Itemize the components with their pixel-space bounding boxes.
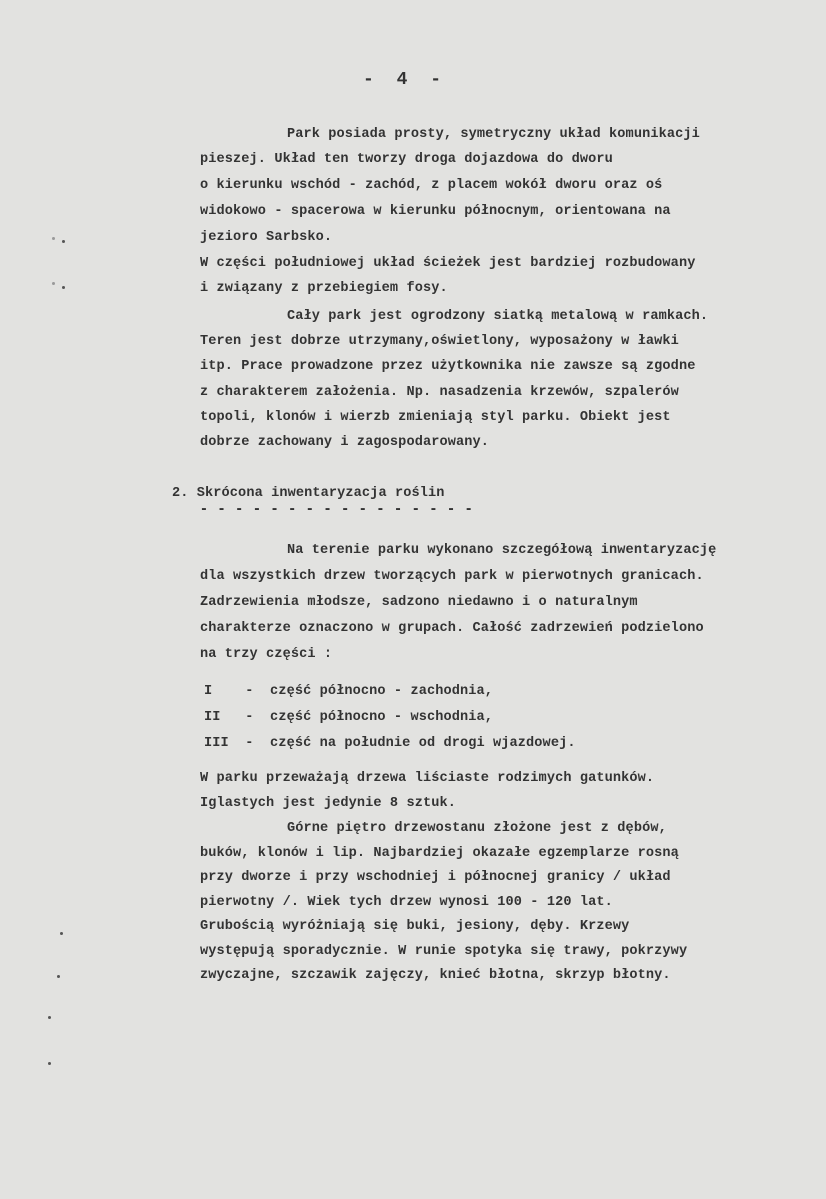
paragraph-3-line-2: dla wszystkich drzew tworzących park w pierwotnych granicach. (200, 569, 704, 584)
paragraph-1-line-1: Park posiada prosty, symetryczny układ komunikacji (287, 127, 700, 142)
paragraph-5-line-4: pierwotny /. Wiek tych drzew wynosi 100 - 120 lat. (200, 895, 613, 910)
paragraph-2-line-6: dobrze zachowany i zagospodarowany. (200, 435, 490, 450)
paragraph-1-line-3: o kierunku wschód - zachód, z placem wokół dworu oraz oś (200, 178, 663, 193)
margin-speck (60, 932, 63, 935)
paragraph-1-line-2: pieszej. Układ ten tworzy droga dojazdowa do dworu (200, 152, 613, 167)
paragraph-4-line-1: W parku przeważają drzewa liściaste rodzimych gatunków. (200, 771, 655, 786)
paragraph-3-line-3: Zadrzewienia młodsze, sadzono niedawno i o naturalnym (200, 595, 638, 610)
margin-speck (57, 975, 60, 978)
paragraph-5-line-2: buków, klonów i lip. Najbardziej okazałe egzemplarze rosną (200, 846, 679, 861)
paragraph-1-line-5: jezioro Sarbsko. (200, 230, 333, 245)
paragraph-3-line-5: na trzy części : (200, 647, 333, 662)
paragraph-2-line-1: Cały park jest ogrodzony siatką metalową w ramkach. (287, 309, 709, 324)
margin-speck (48, 1016, 51, 1019)
paragraph-5-line-5: Grubością wyróżniają się buki, jesiony, dęby. Krzewy (200, 919, 630, 934)
paragraph-3-line-1: Na terenie parku wykonano szczegółową inwentaryzację (287, 543, 717, 558)
margin-speck (48, 1062, 51, 1065)
paragraph-1-line-7: i związany z przebiegiem fosy. (200, 281, 448, 296)
margin-speck (62, 286, 65, 289)
section-heading-underline: - - - - - - - - - - - - - - - - (200, 502, 474, 517)
paragraph-1-line-4: widokowo - spacerowa w kierunku północnym, orientowana na (200, 204, 671, 219)
paragraph-3-line-4: charakterze oznaczono w grupach. Całość zadrzewień podzielono (200, 621, 704, 636)
margin-speck (62, 240, 65, 243)
part-list-item-2: II - część północno - wschodnia, (204, 710, 494, 725)
paragraph-5-line-1: Górne piętro drzewostanu złożone jest z dębów, (287, 821, 667, 836)
paragraph-2-line-5: topoli, klonów i wierzb zmieniają styl parku. Obiekt jest (200, 410, 671, 425)
paragraph-5-line-3: przy dworze i przy wschodniej i północnej granicy / układ (200, 870, 671, 885)
paragraph-4-line-2: Iglastych jest jedynie 8 sztuk. (200, 796, 456, 811)
margin-speck (52, 237, 55, 240)
part-list-item-1: I - część północno - zachodnia, (204, 684, 494, 699)
paragraph-1-line-6: W części południowej układ ścieżek jest bardziej rozbudowany (200, 256, 696, 271)
margin-speck (52, 282, 55, 285)
paragraph-5-line-7: zwyczajne, szczawik zajęczy, knieć błotna, skrzyp błotny. (200, 968, 671, 983)
paragraph-5-line-6: występują sporadycznie. W runie spotyka się trawy, pokrzywy (200, 944, 688, 959)
paragraph-2-line-2: Teren jest dobrze utrzymany,oświetlony, wyposażony w ławki (200, 334, 679, 349)
section-heading: 2. Skrócona inwentaryzacja roślin (172, 486, 445, 501)
paragraph-2-line-4: z charakterem założenia. Np. nasadzenia krzewów, szpalerów (200, 385, 679, 400)
page-number: - 4 - (363, 70, 448, 90)
paragraph-2-line-3: itp. Prace prowadzone przez użytkownika nie zawsze są zgodne (200, 359, 696, 374)
part-list-item-3: III - część na południe od drogi wjazdowej. (204, 736, 576, 751)
